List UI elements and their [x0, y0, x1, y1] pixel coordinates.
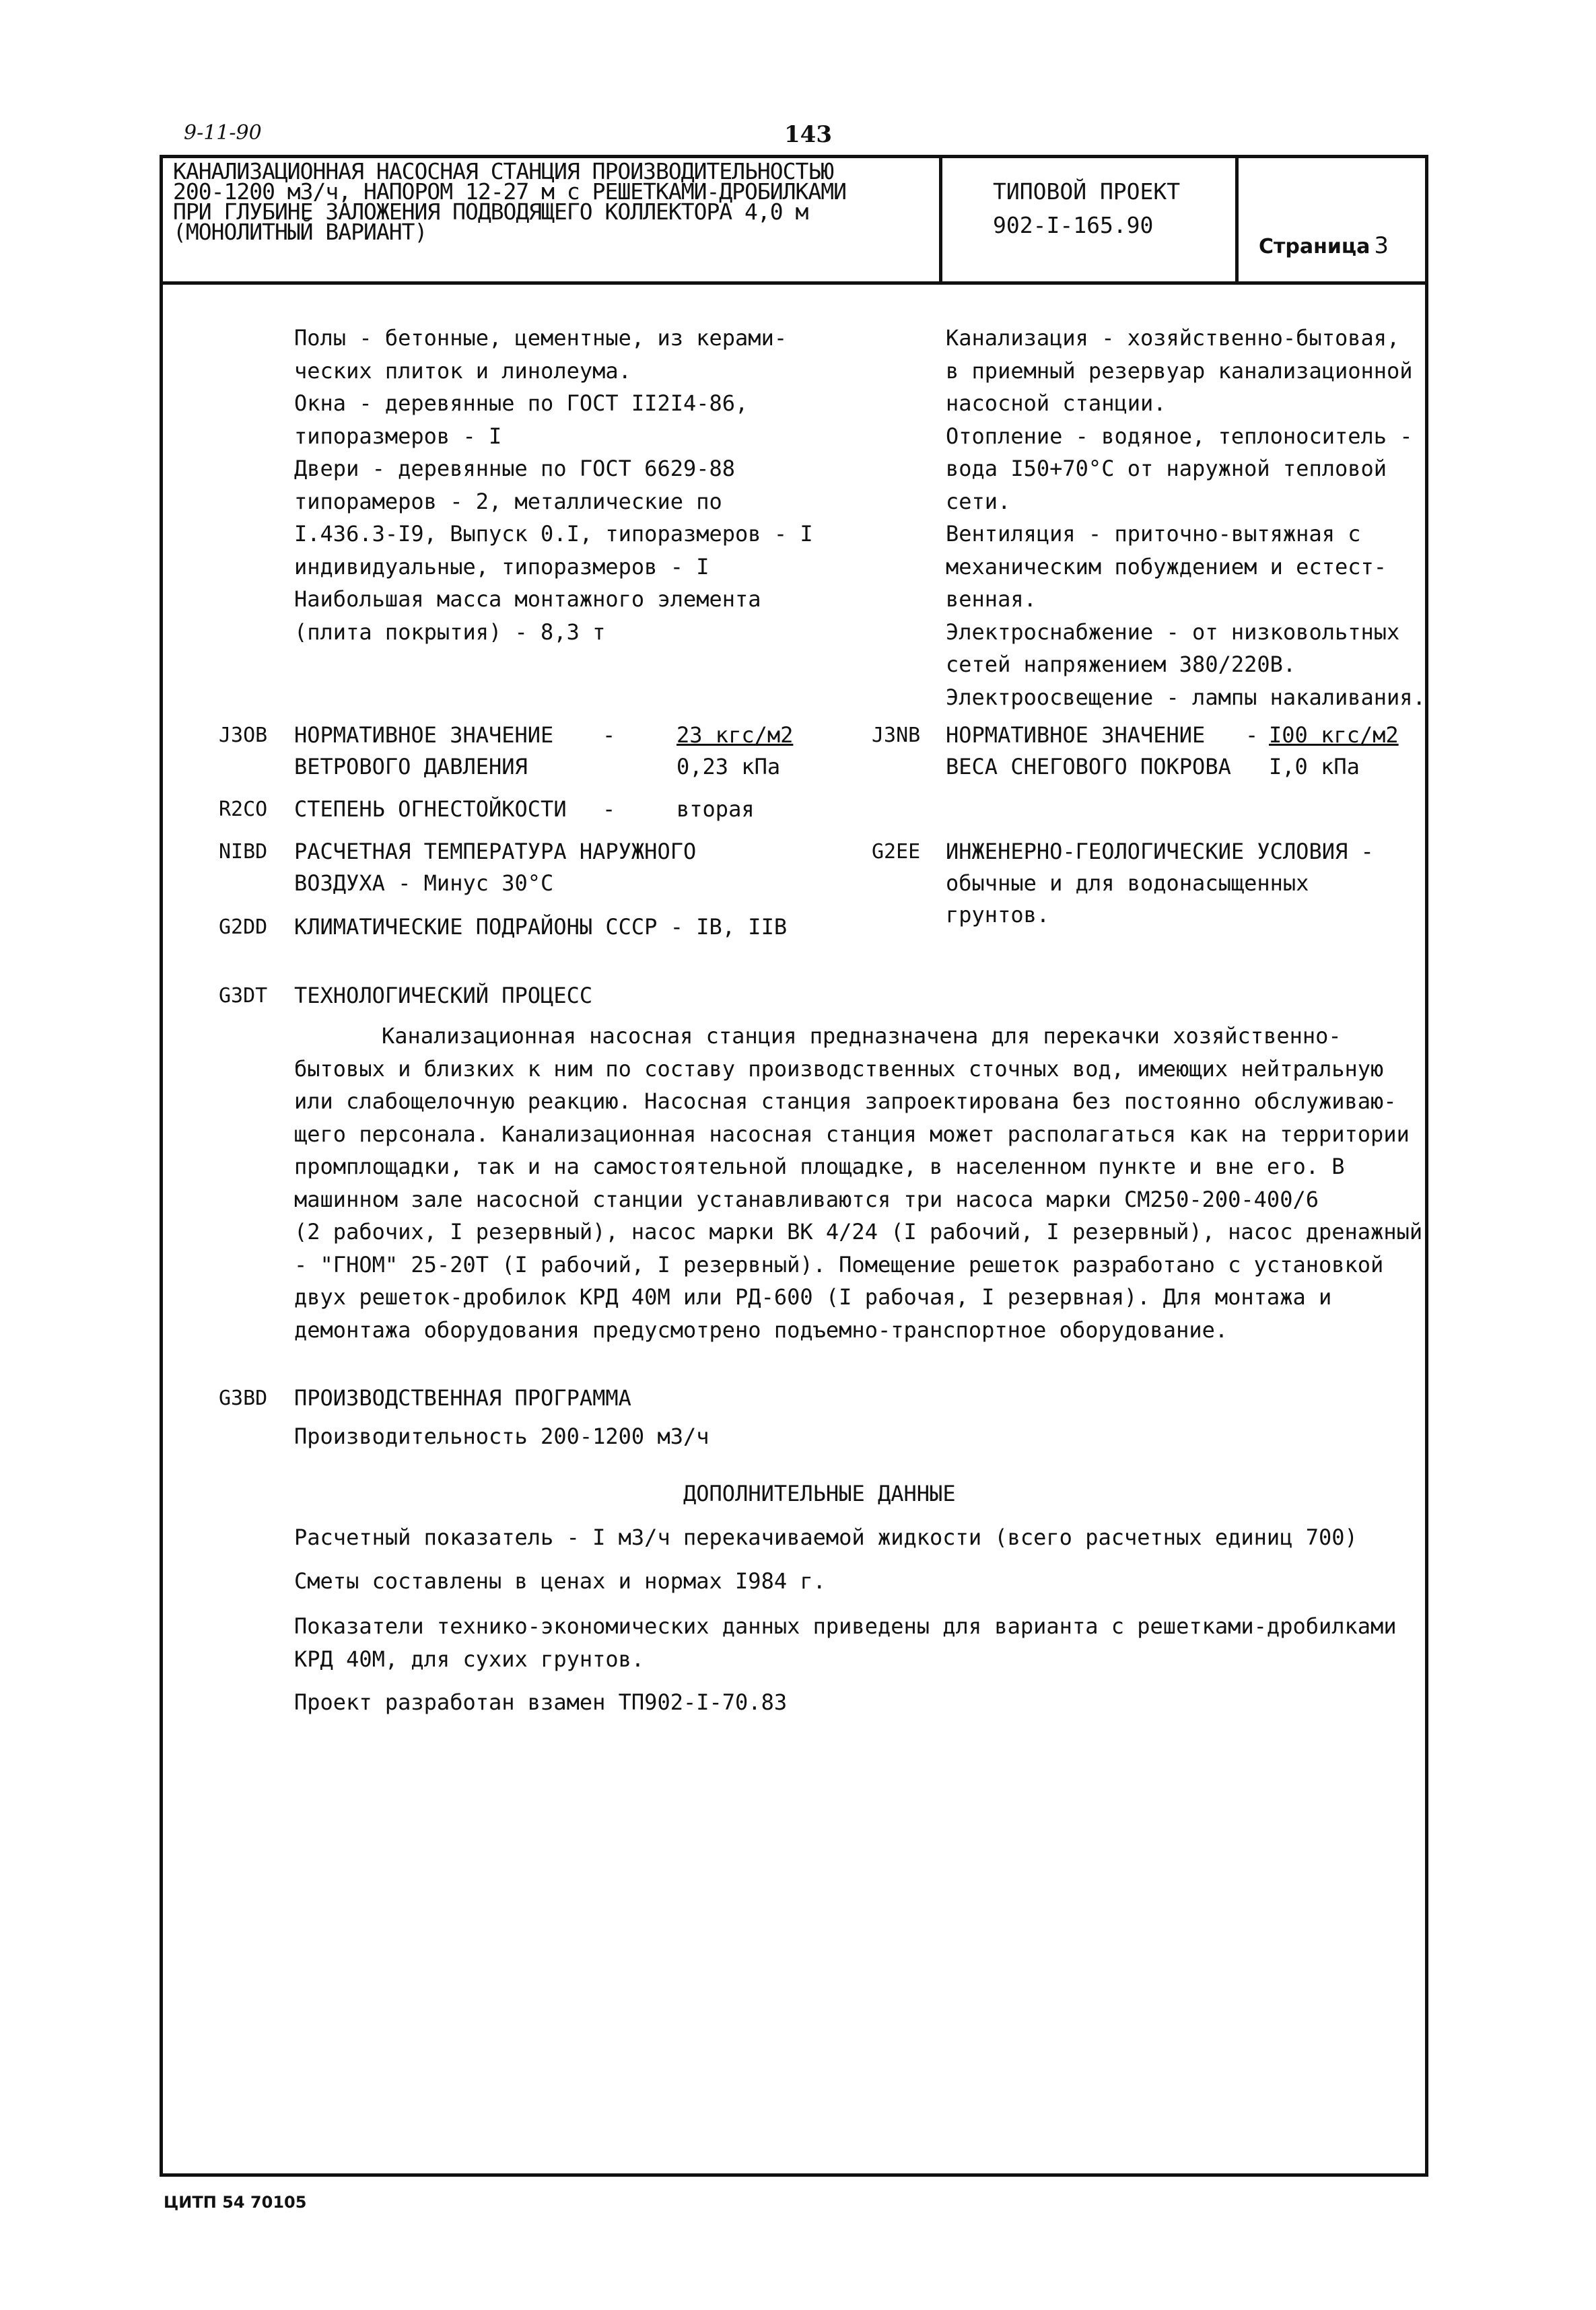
left-line: Наибольшая масса монтажного элемента	[294, 586, 761, 612]
title-line: (МОНОЛИТНЫЙ ВАРИАНТ)	[173, 219, 427, 245]
wind-code: J3OB	[219, 724, 268, 747]
right-line: венная.	[946, 586, 1037, 612]
document-title	[173, 158, 934, 245]
left-line: Полы - бетонные, цементные, из керами-	[294, 325, 788, 351]
right-line: Отопление - водяное, теплоноситель -	[946, 423, 1413, 449]
process-line: двух решеток-дробилок КРД 40М или РД-600 (I рабочая, I резервная). Для монтажа и	[294, 1284, 1332, 1310]
document-date: 9-11-90	[184, 121, 262, 145]
program-text: Производительность 200-1200 м3/ч	[294, 1424, 709, 1449]
wind-value-kpa: 0,23 кПа	[676, 754, 781, 779]
process-text	[294, 1020, 1422, 1346]
climate-code: G2DD	[219, 915, 268, 939]
process-line: промплощадки, так и на самостоятельной площадке, в населенном пункте и вне его. В	[294, 1154, 1345, 1179]
temp-label-1: РАСЧЕТНАЯ ТЕМПЕРАТУРА НАРУЖНОГО	[294, 839, 697, 864]
wind-label-2: ВЕТРОВОГО ДАВЛЕНИЯ	[294, 754, 528, 779]
geo-code: G2EE	[872, 840, 921, 864]
snow-value-kgs: I00 кгс/м2	[1269, 722, 1399, 748]
fire-code: R2CO	[219, 798, 268, 821]
title-line: ПРИ ГЛУБИНЕ ЗАЛОЖЕНИЯ ПОДВОДЯЩЕГО КОЛЛЕКТОРА 4,0 м	[173, 199, 808, 225]
left-line: (плита покрытия) - 8,3 т	[294, 619, 606, 645]
project-number: 902-I-165.90	[993, 212, 1154, 238]
fire-dash: -	[602, 796, 616, 822]
left-line: Окна - деревянные по ГОСТ II2I4-86,	[294, 390, 749, 416]
snow-label-2: ВЕСА СНЕГОВОГО ПОКРОВА	[946, 754, 1231, 779]
fire-value: вторая	[676, 796, 755, 822]
additional-heading: ДОПОЛНИТЕЛЬНЫЕ ДАННЫЕ	[683, 1481, 956, 1506]
process-line: - "ГНОМ" 25-20Т (I рабочий, I резервный). Помещение решеток разработано с установкой	[294, 1251, 1384, 1278]
snow-code: J3NB	[872, 724, 921, 747]
process-line: машинном зале насосной станции устанавливаются три насоса марки СМ250-200-400/6	[294, 1186, 1319, 1212]
geo-label-2: обычные и для водонасыщенных	[946, 870, 1309, 896]
process-line: или слабощелочную реакцию. Насосная станция запроектирована без постоянно обслуживаю-	[294, 1088, 1397, 1114]
right-line: Электроснабжение - от низковольтных	[946, 619, 1400, 645]
right-line: Канализация - хозяйственно-бытовая,	[946, 325, 1400, 351]
title-line: 200-1200 м3/ч, НАПОРОМ 12-27 м с РЕШЕТКАМИ-ДРОБИЛКАМИ	[173, 178, 846, 205]
geo-label-1: ИНЖЕНЕРНО-ГЕОЛОГИЧЕСКИЕ УСЛОВИЯ -	[946, 839, 1374, 864]
right-line: насосной станции.	[946, 390, 1167, 416]
page-label: Страница	[1259, 235, 1371, 258]
additional-line-4: Проект разработан взамен ТП902-I-70.83	[294, 1689, 788, 1715]
wind-value-kgs: 23 кгс/м2	[676, 722, 794, 748]
process-line: Канализационная насосная станция предназначена для перекачки хозяйственно-	[382, 1023, 1342, 1049]
left-line: I.436.3-I9, Выпуск 0.I, типоразмеров - I	[294, 521, 813, 547]
left-line: типоразмеров - I	[294, 423, 502, 449]
temp-code: NIBD	[219, 840, 268, 864]
wind-dash: -	[602, 722, 616, 748]
header-divider-vertical-1	[939, 155, 942, 285]
right-line: механическим побуждением и естест-	[946, 553, 1387, 580]
process-line: (2 рабочих, I резервный), насос марки ВК 4/24 (I рабочий, I резервный), насос дренажный	[294, 1219, 1423, 1245]
process-code: G3DT	[219, 984, 268, 1008]
right-line: Электроосвещение - лампы накаливания.	[946, 684, 1426, 710]
process-line: щего персонала. Канализационная насосная станция может располагаться как на территории	[294, 1121, 1410, 1147]
page-indicator	[1259, 232, 1389, 259]
program-heading: ПРОИЗВОДСТВЕННАЯ ПРОГРАММА	[294, 1385, 631, 1411]
process-heading: ТЕХНОЛОГИЧЕСКИЙ ПРОЦЕСС	[294, 983, 593, 1008]
additional-line-1: Расчетный показатель - I м3/ч перекачиваемой жидкости (всего расчетных единиц 700)	[294, 1525, 1358, 1550]
climate-label: КЛИМАТИЧЕСКИЕ ПОДРАЙОНЫ СССР - IВ, IIВ	[294, 914, 788, 940]
program-code: G3BD	[219, 1387, 268, 1410]
left-line: индивидуальные, типоразмеров - I	[294, 553, 709, 580]
wind-label-1: НОРМАТИВНОЕ ЗНАЧЕНИЕ	[294, 722, 554, 748]
sheet-number: 143	[784, 121, 832, 148]
snow-value-kpa: I,0 кПа	[1269, 754, 1360, 779]
left-line: ческих плиток и линолеума.	[294, 357, 631, 384]
temp-label-2: ВОЗДУХА - Минус 30°С	[294, 870, 554, 896]
additional-line-3	[294, 1610, 1397, 1675]
additional-line-2: Сметы составлены в ценах и нормах I984 г.	[294, 1568, 826, 1594]
page-value: 3	[1374, 232, 1389, 259]
right-line: Вентиляция - приточно-вытяжная с	[946, 521, 1361, 547]
right-line: в приемный резервуар канализационной	[946, 357, 1413, 384]
process-line: демонтажа оборудования предусмотрено подъемно-транспортное оборудование.	[294, 1317, 1228, 1343]
process-line: бытовых и близких к ним по составу производственных сточных вод, имеющих нейтральную	[294, 1055, 1384, 1082]
project-type: ТИПОВОЙ ПРОЕКТ	[993, 178, 1181, 205]
left-line: типорамеров - 2, металлические по	[294, 488, 722, 514]
snow-label-1: НОРМАТИВНОЕ ЗНАЧЕНИЕ	[946, 722, 1206, 748]
footer-stamp: ЦИТП 54 70105	[164, 2193, 307, 2212]
right-column	[946, 322, 1426, 713]
snow-dash: -	[1245, 722, 1259, 748]
fire-label: СТЕПЕНЬ ОГНЕСТОЙКОСТИ	[294, 796, 567, 822]
left-column	[294, 322, 813, 648]
left-line: Двери - деревянные по ГОСТ 6629-88	[294, 456, 736, 481]
title-line: КАНАЛИЗАЦИОННАЯ НАСОСНАЯ СТАНЦИЯ ПРОИЗВОДИТЕЛЬНОСТЬЮ	[173, 158, 834, 184]
right-line: сети.	[946, 488, 1011, 514]
right-line: вода I50+70°С от наружной тепловой	[946, 456, 1387, 481]
additional-line-3a: Показатели технико-экономических данных приведены для варианта с решетками-дробилками	[294, 1613, 1397, 1639]
right-line: сетей напряжением 380/220В.	[946, 652, 1296, 677]
header-divider-vertical-2	[1235, 155, 1239, 285]
additional-line-3b: КРД 40М, для сухих грунтов.	[294, 1646, 645, 1672]
geo-label-3: грунтов.	[946, 902, 1050, 928]
